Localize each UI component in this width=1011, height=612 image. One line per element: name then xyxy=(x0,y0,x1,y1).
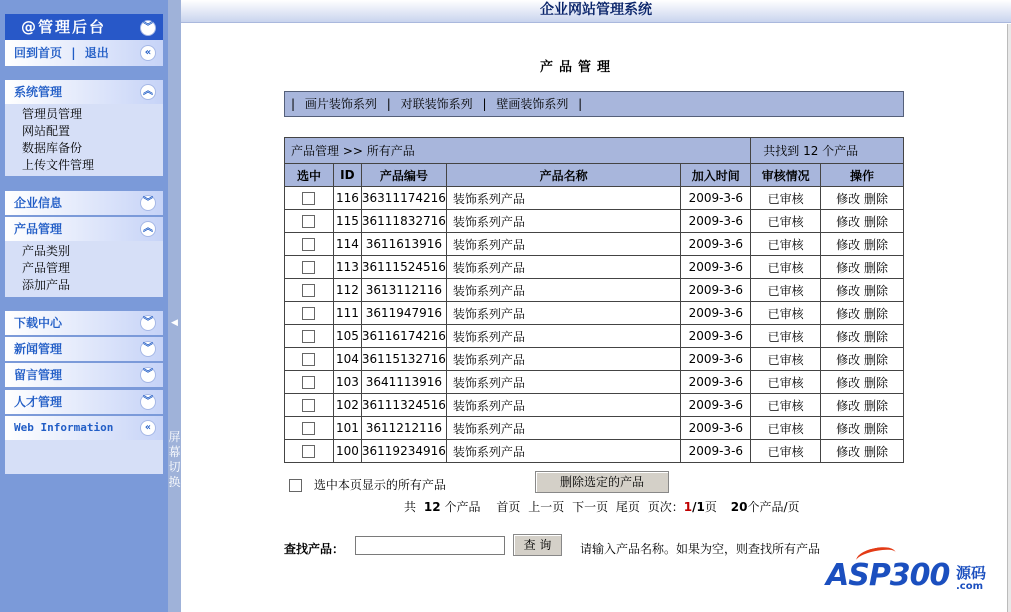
edit-link[interactable]: 修改 xyxy=(836,214,861,229)
sidebar-item-add-product[interactable]: 添加产品 xyxy=(22,278,71,292)
scrollbar[interactable] xyxy=(1007,24,1011,612)
row-select-cell xyxy=(285,279,334,302)
delete-link[interactable]: 删除 xyxy=(863,375,888,390)
logout-link[interactable]: 退出 xyxy=(84,46,109,60)
cell-id: 102 xyxy=(333,394,361,417)
category-link-picture[interactable]: 画片装饰系列 xyxy=(304,97,377,111)
column-header: 选中 xyxy=(285,164,334,187)
cell-id: 104 xyxy=(333,348,361,371)
table-row xyxy=(285,302,904,325)
delete-link[interactable]: 删除 xyxy=(863,237,888,252)
cell-id: 114 xyxy=(333,233,361,256)
row-select-cell xyxy=(285,233,334,256)
pager-last[interactable]: 尾页 xyxy=(615,500,640,514)
cell-actions xyxy=(821,256,904,279)
cell-date: 2009-3-6 xyxy=(681,440,751,463)
panel-system-items xyxy=(5,104,163,177)
sidebar-item-db-backup[interactable]: 数据库备份 xyxy=(22,141,83,155)
page-title: 产品管理 xyxy=(540,60,617,75)
pager-per-page: 20 xyxy=(730,500,748,514)
cell-status: 已审核 xyxy=(751,394,821,417)
row-checkbox[interactable] xyxy=(302,192,315,205)
asp300-logo xyxy=(826,548,991,598)
chevron-down-icon[interactable]: ︾ xyxy=(140,367,156,383)
column-header: 加入时间 xyxy=(681,164,751,187)
sidebar-item-product-category[interactable]: 产品类别 xyxy=(22,244,71,258)
chevron-left-icon[interactable]: « xyxy=(140,45,156,61)
search-button[interactable]: 查 询 xyxy=(513,534,562,556)
delete-link[interactable]: 删除 xyxy=(863,398,888,413)
panel-messages-header[interactable] xyxy=(5,363,163,387)
cell-actions xyxy=(821,440,904,463)
select-all-control[interactable] xyxy=(289,476,446,493)
delete-link[interactable]: 删除 xyxy=(863,444,888,459)
delete-link[interactable]: 删除 xyxy=(863,329,888,344)
chevron-left-icon[interactable]: « xyxy=(140,420,156,436)
select-all-checkbox[interactable] xyxy=(289,479,302,492)
category-link-mural[interactable]: 壁画装饰系列 xyxy=(496,97,569,111)
row-select-cell xyxy=(285,394,334,417)
cell-name: 装饰系列产品 xyxy=(446,417,680,440)
chevron-down-icon[interactable]: ︾ xyxy=(140,20,156,36)
cell-status: 已审核 xyxy=(751,256,821,279)
category-separator: | xyxy=(482,97,487,111)
cell-name: 装饰系列产品 xyxy=(446,256,680,279)
row-checkbox[interactable] xyxy=(302,445,315,458)
table-row xyxy=(285,279,904,302)
row-checkbox[interactable] xyxy=(302,330,315,343)
cell-status: 已审核 xyxy=(751,187,821,210)
row-select-cell xyxy=(285,325,334,348)
nav-separator: | xyxy=(71,46,76,60)
cell-actions xyxy=(821,348,904,371)
panel-title: 系统管理 xyxy=(14,85,63,99)
cell-date: 2009-3-6 xyxy=(681,233,751,256)
cell-status: 已审核 xyxy=(751,302,821,325)
cell-id: 111 xyxy=(333,302,361,325)
cell-id: 100 xyxy=(333,440,361,463)
cell-id: 103 xyxy=(333,371,361,394)
cell-code: 3641113916 xyxy=(361,371,446,394)
system-title: 企业网站管理系统 xyxy=(181,0,1011,23)
cell-status: 已审核 xyxy=(751,348,821,371)
cell-id: 113 xyxy=(333,256,361,279)
cell-name: 装饰系列产品 xyxy=(446,394,680,417)
edit-link[interactable]: 修改 xyxy=(836,237,861,252)
pager-first[interactable]: 首页 xyxy=(496,500,521,514)
logo-suffix-bottom: .com xyxy=(956,581,984,592)
cell-code: 36119234916 xyxy=(361,440,446,463)
cell-status: 已审核 xyxy=(751,325,821,348)
select-all-label: 选中本页显示的所有产品 xyxy=(313,478,446,492)
panel-news xyxy=(5,337,163,361)
table-row xyxy=(285,417,904,440)
cell-name: 装饰系列产品 xyxy=(446,440,680,463)
panel-web-info-header[interactable] xyxy=(5,416,163,440)
screen-switch-bar[interactable] xyxy=(168,0,181,612)
cell-id: 101 xyxy=(333,417,361,440)
panel-title: 产品管理 xyxy=(14,222,63,236)
delete-selected-button[interactable]: 删除选定的产品 xyxy=(535,471,669,493)
edit-link[interactable]: 修改 xyxy=(836,398,861,413)
search-hint: 请输入产品名称。如果为空，则查找所有产品 xyxy=(580,542,821,556)
pager-next[interactable]: 下一页 xyxy=(572,500,609,514)
cell-actions xyxy=(821,233,904,256)
delete-link[interactable]: 删除 xyxy=(863,352,888,367)
cell-actions xyxy=(821,371,904,394)
cell-code: 36111324516 xyxy=(361,394,446,417)
panel-download xyxy=(5,311,163,335)
cell-name: 装饰系列产品 xyxy=(446,233,680,256)
cell-code: 3611212116 xyxy=(361,417,446,440)
pager-total: 12 xyxy=(423,500,441,514)
category-separator: | xyxy=(578,97,583,111)
delete-link[interactable]: 删除 xyxy=(863,214,888,229)
pager xyxy=(404,498,799,515)
cell-date: 2009-3-6 xyxy=(681,325,751,348)
chevron-up-icon[interactable]: ︽ xyxy=(140,84,156,100)
sidebar-item-product-manage[interactable]: 产品管理 xyxy=(22,261,71,275)
table-row xyxy=(285,187,904,210)
chevron-up-icon[interactable]: ︽ xyxy=(140,221,156,237)
cell-code: 36116174216 xyxy=(361,325,446,348)
pager-page-label: 页次： xyxy=(647,500,684,514)
cell-status: 已审核 xyxy=(751,210,821,233)
sidebar-item-admin-manage[interactable]: 管理员管理 xyxy=(22,107,83,121)
cell-name: 装饰系列产品 xyxy=(446,348,680,371)
cell-code: 3611613916 xyxy=(361,233,446,256)
cell-name: 装饰系列产品 xyxy=(446,279,680,302)
edit-link[interactable]: 修改 xyxy=(836,352,861,367)
sidebar-item-site-config[interactable]: 网站配置 xyxy=(22,124,71,138)
panel-messages xyxy=(5,363,163,387)
cell-status: 已审核 xyxy=(751,371,821,394)
table-body xyxy=(285,187,904,463)
row-select-cell xyxy=(285,187,334,210)
sidebar xyxy=(0,0,168,612)
panel-title: 留言管理 xyxy=(14,368,63,382)
table-row xyxy=(285,325,904,348)
admin-panel xyxy=(5,14,163,66)
category-separator: | xyxy=(386,97,391,111)
panel-system xyxy=(5,80,163,176)
row-select-cell xyxy=(285,371,334,394)
delete-link[interactable]: 删除 xyxy=(863,421,888,436)
cell-name: 装饰系列产品 xyxy=(446,210,680,233)
row-select-cell xyxy=(285,348,334,371)
chevron-down-icon[interactable]: ︾ xyxy=(140,315,156,331)
column-header: 产品编号 xyxy=(361,164,446,187)
category-link-couplet[interactable]: 对联装饰系列 xyxy=(400,97,473,111)
panel-products-header[interactable] xyxy=(5,217,163,241)
panel-products-items xyxy=(5,241,163,297)
row-checkbox[interactable] xyxy=(302,307,315,320)
screen-switch-label[interactable]: 屏幕切换 xyxy=(168,430,181,489)
top-nav xyxy=(5,40,163,66)
row-select-cell xyxy=(285,440,334,463)
cell-code: 3613112116 xyxy=(361,279,446,302)
collapse-arrow-icon[interactable]: ◀ xyxy=(171,318,178,328)
cell-actions xyxy=(821,210,904,233)
edit-link[interactable]: 修改 xyxy=(836,191,861,206)
table-row xyxy=(285,256,904,279)
cell-actions xyxy=(821,394,904,417)
cell-code: 36115132716 xyxy=(361,348,446,371)
cell-date: 2009-3-6 xyxy=(681,210,751,233)
cell-status: 已审核 xyxy=(751,279,821,302)
pager-current: 1 xyxy=(683,500,693,514)
column-header: 操作 xyxy=(821,164,904,187)
delete-link[interactable]: 删除 xyxy=(863,260,888,275)
cell-actions xyxy=(821,302,904,325)
row-checkbox[interactable] xyxy=(302,399,315,412)
pager-total-suffix: 个产品 xyxy=(444,500,481,514)
cell-name: 装饰系列产品 xyxy=(446,325,680,348)
panel-title: 企业信息 xyxy=(14,196,63,210)
pager-total-pages: 1 xyxy=(696,500,705,514)
edit-link[interactable]: 修改 xyxy=(836,283,861,298)
sidebar-item-upload-manage[interactable]: 上传文件管理 xyxy=(22,158,95,172)
panel-talent xyxy=(5,390,163,414)
cell-id: 115 xyxy=(333,210,361,233)
edit-link[interactable]: 修改 xyxy=(836,329,861,344)
cell-date: 2009-3-6 xyxy=(681,371,751,394)
cell-actions xyxy=(821,417,904,440)
edit-link[interactable]: 修改 xyxy=(836,421,861,436)
cell-code: 36111524516 xyxy=(361,256,446,279)
breadcrumb: 产品管理 >> 所有产品 xyxy=(285,138,751,164)
panel-system-header[interactable] xyxy=(5,80,163,104)
pager-sep: / xyxy=(692,500,697,514)
cell-date: 2009-3-6 xyxy=(681,348,751,371)
delete-link[interactable]: 删除 xyxy=(863,191,888,206)
edit-link[interactable]: 修改 xyxy=(836,306,861,321)
row-select-cell xyxy=(285,417,334,440)
cell-date: 2009-3-6 xyxy=(681,279,751,302)
pager-per-page-suffix: 个产品/页 xyxy=(747,500,800,514)
chevron-down-icon[interactable]: ︾ xyxy=(140,394,156,410)
cell-date: 2009-3-6 xyxy=(681,256,751,279)
table-row xyxy=(285,348,904,371)
table-row xyxy=(285,371,904,394)
cell-date: 2009-3-6 xyxy=(681,187,751,210)
search-input[interactable] xyxy=(355,536,505,555)
cell-status: 已审核 xyxy=(751,233,821,256)
cell-actions xyxy=(821,187,904,210)
cell-date: 2009-3-6 xyxy=(681,417,751,440)
row-checkbox[interactable] xyxy=(302,284,315,297)
search-label: 查找产品： xyxy=(284,542,345,556)
delete-link[interactable]: 删除 xyxy=(863,306,888,321)
cell-actions xyxy=(821,279,904,302)
row-checkbox[interactable] xyxy=(302,422,315,435)
panel-title: Web Information xyxy=(14,421,114,434)
pager-page-suffix: 页 xyxy=(704,500,717,514)
table-info-row xyxy=(285,138,904,164)
cell-id: 105 xyxy=(333,325,361,348)
delete-link[interactable]: 删除 xyxy=(863,283,888,298)
cell-id: 116 xyxy=(333,187,361,210)
panel-title: 下载中心 xyxy=(14,316,63,330)
edit-link[interactable]: 修改 xyxy=(836,444,861,459)
table-row xyxy=(285,440,904,463)
chevron-down-icon[interactable]: ︾ xyxy=(140,341,156,357)
cell-code: 36111832716 xyxy=(361,210,446,233)
panel-news-header[interactable] xyxy=(5,337,163,361)
panel-company-header[interactable] xyxy=(5,191,163,215)
pager-prev[interactable]: 上一页 xyxy=(528,500,565,514)
table-row xyxy=(285,394,904,417)
panel-download-header[interactable] xyxy=(5,311,163,335)
edit-link[interactable]: 修改 xyxy=(836,260,861,275)
table-header-row xyxy=(285,164,904,187)
row-select-cell xyxy=(285,256,334,279)
column-header: 产品名称 xyxy=(446,164,680,187)
panel-company xyxy=(5,191,163,215)
row-checkbox[interactable] xyxy=(302,353,315,366)
row-checkbox[interactable] xyxy=(302,261,315,274)
cell-status: 已审核 xyxy=(751,417,821,440)
row-checkbox[interactable] xyxy=(302,215,315,228)
logo-main-text: ASP300 xyxy=(826,558,950,593)
home-link[interactable]: 回到首页 xyxy=(14,46,63,60)
column-header: 审核情况 xyxy=(751,164,821,187)
cell-code: 36311174216 xyxy=(361,187,446,210)
cell-name: 装饰系列产品 xyxy=(446,302,680,325)
product-table xyxy=(284,137,904,463)
cell-code: 3611947916 xyxy=(361,302,446,325)
admin-title: @管理后台 xyxy=(5,14,163,40)
panel-talent-header[interactable] xyxy=(5,390,163,414)
row-select-cell xyxy=(285,302,334,325)
category-separator: | xyxy=(291,97,296,111)
category-bar xyxy=(284,91,904,117)
chevron-down-icon[interactable]: ︾ xyxy=(140,195,156,211)
panel-title: 新闻管理 xyxy=(14,342,63,356)
row-checkbox[interactable] xyxy=(302,376,315,389)
cell-date: 2009-3-6 xyxy=(681,394,751,417)
panel-products xyxy=(5,217,163,297)
table-row xyxy=(285,233,904,256)
edit-link[interactable]: 修改 xyxy=(836,375,861,390)
cell-name: 装饰系列产品 xyxy=(446,187,680,210)
pager-total-prefix: 共 xyxy=(404,500,417,514)
logo-suffix-top: 源码 xyxy=(956,564,987,582)
row-select-cell xyxy=(285,210,334,233)
column-header: ID xyxy=(333,164,361,187)
table-row xyxy=(285,210,904,233)
row-checkbox[interactable] xyxy=(302,238,315,251)
cell-id: 112 xyxy=(333,279,361,302)
cell-status: 已审核 xyxy=(751,440,821,463)
cell-name: 装饰系列产品 xyxy=(446,371,680,394)
cell-date: 2009-3-6 xyxy=(681,302,751,325)
panel-web-info xyxy=(5,416,163,474)
found-count: 共找到 12 个产品 xyxy=(751,138,904,164)
panel-title: 人才管理 xyxy=(14,395,63,409)
cell-actions xyxy=(821,325,904,348)
